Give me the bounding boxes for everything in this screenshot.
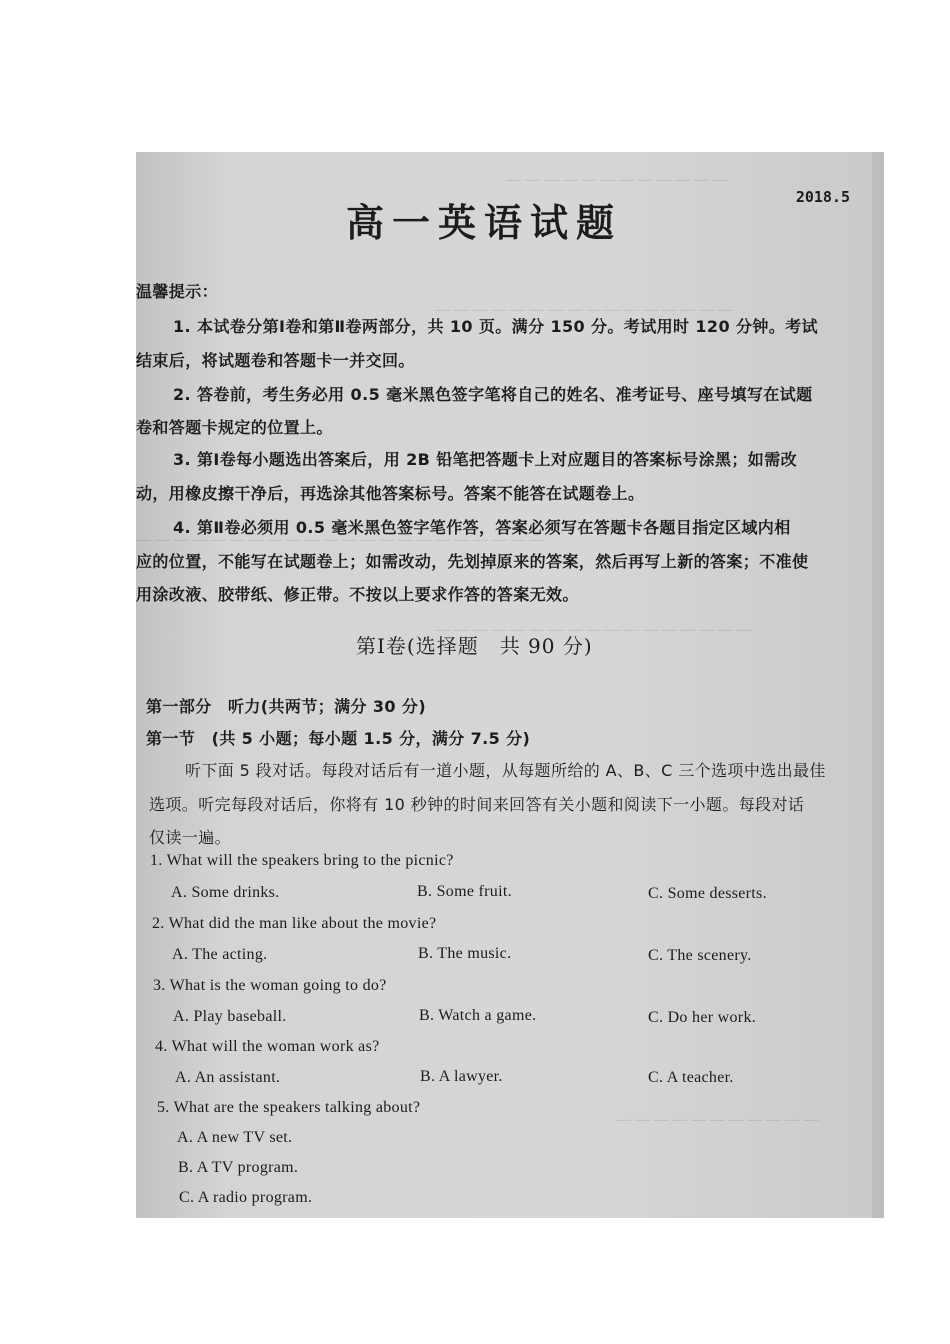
notice-line: 卷和答题卡规定的位置上。 bbox=[136, 418, 333, 437]
option-c: C. The scenery. bbox=[648, 947, 752, 964]
exam-paper-photo: — — — — — — — — — — — — — — — — — — — — — — — — — — — — — — — — — — — — — — — — — — — — — — — — — — — — — — — — — — — — — — — — — — — — — — — — — — — — — — 2018.5 高一英语试题 温馨提示： 1. 本试卷分第Ⅰ卷和第Ⅱ卷两部分，共 10 页。满分 150 分。考试用时 120 分钟。考试 结束后，将试题卷和答题卡一并交回。 2. 答卷前，考生务必用 0.5 毫米黑色签字笔将自己的姓名、准考证号、座号填写在试题 卷和答题卡规定的位置上。 3. 第Ⅰ卷每小题选出答案后，用 2B 铅笔把答题卡上对应题目的答案标号涂黑；如需改 动，用橡皮擦干净后，再选涂其他答案标号。答案不能答在试题卷上。 4. 第Ⅱ卷必须用 0.5 毫米黑色签字笔作答，答案必须写在答题卡各题目指定区域内相 应的位置，不能写在试题卷上；如需改动，先划掉原来的答案，然后再写上新的答案；不准使 用涂改液、胶带纸、修正带。不按以上要求作答的答案无效。 第Ⅰ卷(选择题 共 90 分) 第一部分 听力(共两节；满分 30 分) 第一节 (共 5 小题；每小题 1.5 分，满分 7.5 分) 听下面 5 段对话。每段对话后有一道小题，从每题所给的 A、B、C 三个选项中选出最佳 选项。听完每段对话后，你将有 10 秒钟的时间来回答有关小题和阅读下一小题。每段对话 仅读一遍。 1. What will the speakers bring to the picnic? A. Some drinks. B. Some fruit. C. Some desserts. 2. What did the man like about the movie? A. The acting. B. The music. C. The scenery. 3. What is the woman going to do? A. Play baseball. B. Watch a game. C. Do her work. 4. What will the woman work as? A. An assistant. B. A lawyer. C. A teacher. 5. What are the speakers talking about? A. A new TV set. B. A TV program. C. A radio program. bbox=[136, 152, 884, 1218]
option-b: B. A TV program. bbox=[178, 1159, 299, 1176]
instruction-line: 仅读一遍。 bbox=[149, 828, 232, 847]
option-a: A. Play baseball. bbox=[173, 1008, 287, 1025]
notice-line: 3. 第Ⅰ卷每小题选出答案后，用 2B 铅笔把答题卡上对应题目的答案标号涂黑；如需改 bbox=[173, 450, 798, 469]
question-stem: 4. What will the woman work as? bbox=[155, 1038, 380, 1055]
notice-line: 1. 本试卷分第Ⅰ卷和第Ⅱ卷两部分，共 10 页。满分 150 分。考试用时 120 分钟。考试 bbox=[173, 317, 818, 336]
option-a: A. Some drinks. bbox=[171, 884, 280, 901]
notice-line: 4. 第Ⅱ卷必须用 0.5 毫米黑色签字笔作答，答案必须写在答题卡各题目指定区域内相 bbox=[173, 518, 791, 537]
instruction-line: 选项。听完每段对话后，你将有 10 秒钟的时间来回答有关小题和阅读下一小题。每段对话 bbox=[149, 795, 805, 814]
option-a: A. A new TV set. bbox=[177, 1129, 293, 1146]
notice-line: 结束后，将试题卷和答题卡一并交回。 bbox=[136, 351, 415, 370]
notice-line: 应的位置，不能写在试题卷上；如需改动，先划掉原来的答案，然后再写上新的答案；不准使 bbox=[136, 552, 809, 571]
option-b: B. A lawyer. bbox=[420, 1068, 503, 1085]
notice-line: 2. 答卷前，考生务必用 0.5 毫米黑色签字笔将自己的姓名、准考证号、座号填写在试题 bbox=[173, 385, 813, 404]
subsection-heading: 第一节 (共 5 小题；每小题 1.5 分，满分 7.5 分) bbox=[146, 729, 531, 748]
instruction-line: 听下面 5 段对话。每段对话后有一道小题，从每题所给的 A、B、C 三个选项中选出最佳 bbox=[185, 761, 826, 780]
notice-line: 用涂改液、胶带纸、修正带。不按以上要求作答的答案无效。 bbox=[136, 585, 579, 604]
option-b: B. Some fruit. bbox=[417, 883, 512, 900]
section-title: 第Ⅰ卷(选择题 共 90 分) bbox=[356, 634, 593, 658]
option-a: A. An assistant. bbox=[175, 1069, 281, 1086]
option-c: C. Do her work. bbox=[648, 1009, 757, 1026]
option-c: C. A teacher. bbox=[648, 1069, 734, 1086]
notice-line: 动，用橡皮擦干净后，再选涂其他答案标号。答案不能答在试题卷上。 bbox=[136, 484, 645, 503]
option-c: C. Some desserts. bbox=[648, 885, 767, 902]
part-heading: 第一部分 听力(共两节；满分 30 分) bbox=[146, 697, 427, 716]
question-stem: 2. What did the man like about the movie? bbox=[152, 915, 437, 932]
option-a: A. The acting. bbox=[172, 946, 268, 963]
option-c: C. A radio program. bbox=[179, 1189, 313, 1206]
option-b: B. Watch a game. bbox=[419, 1007, 537, 1024]
question-stem: 1. What will the speakers bring to the picnic? bbox=[150, 852, 454, 869]
page-title: 高一英语试题 bbox=[346, 200, 623, 245]
paper-edge-shadow bbox=[872, 152, 884, 1218]
question-stem: 5. What are the speakers talking about? bbox=[157, 1099, 421, 1116]
option-b: B. The music. bbox=[418, 945, 512, 962]
exam-date: 2018.5 bbox=[795, 188, 850, 206]
notice-heading: 温馨提示： bbox=[136, 282, 219, 301]
question-stem: 3. What is the woman going to do? bbox=[153, 977, 387, 994]
